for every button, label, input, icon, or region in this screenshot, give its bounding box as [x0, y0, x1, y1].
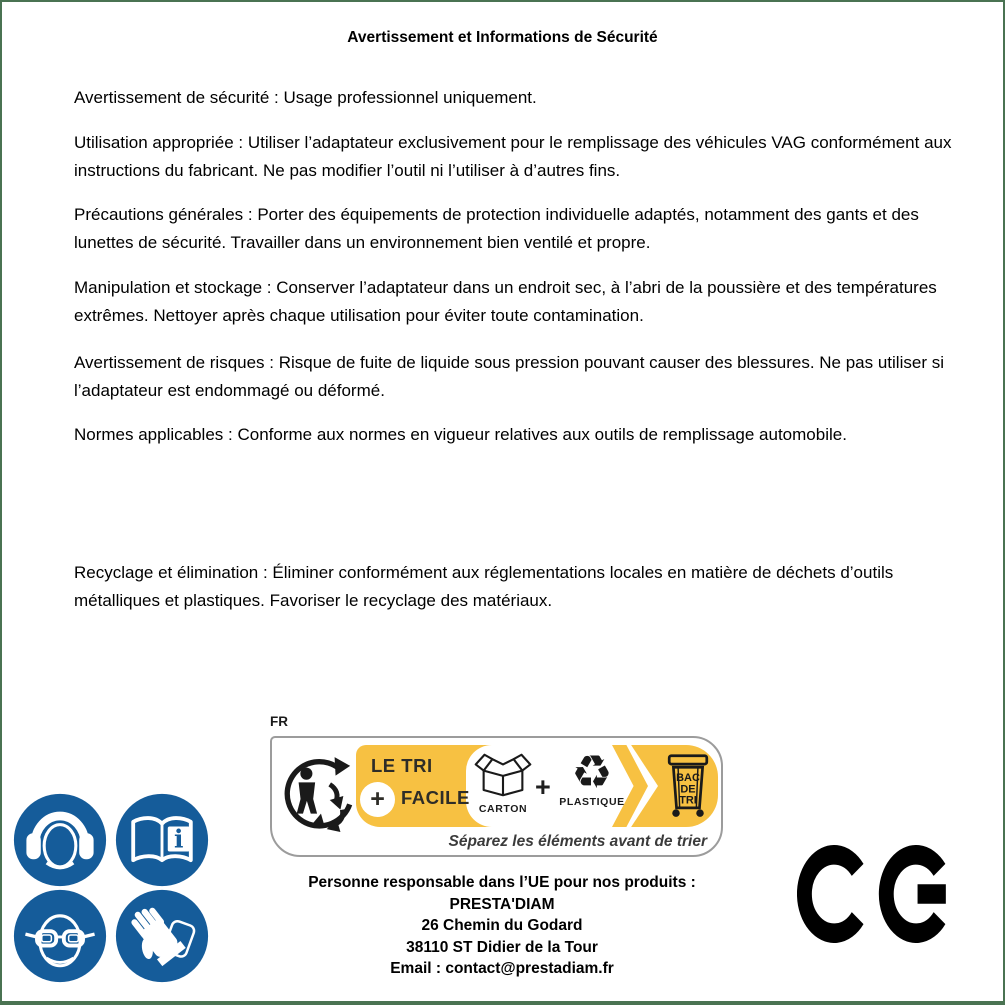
safety-paragraph-precautions: Précautions générales : Porter des équipements de protection individuelle adaptés, notamment des gants et des lunettes de sécurité. Travailler dans un environnement bien ventilé et propre.: [74, 205, 919, 252]
carton-box-icon: [474, 753, 532, 797]
facile-text: FACILE: [401, 787, 470, 808]
plastique-label: PLASTIQUE: [559, 796, 625, 808]
address-street: 26 Chemin du Godard: [421, 917, 583, 934]
safety-paragraph-normes: Normes applicables : Conforme aux normes en vigueur relatives aux outils de remplissage automobile.: [74, 425, 847, 444]
sorting-tagline: Séparez les éléments avant de trier: [448, 833, 707, 850]
mandatory-safety-icons: [12, 792, 210, 984]
safety-paragraph-risques: Avertissement de risques : Risque de fuite de liquide sous pression pouvant causer des blessures. Ne pas utiliser si l’adaptateur est endommagé ou déformé.: [74, 353, 944, 400]
plastique-recycling-icon: ♻: [571, 745, 613, 799]
safety-paragraph-stockage: Manipulation et stockage : Conserver l’adaptateur dans un endroit sec, à l’abri de la poussière et des températures extrêmes. Nettoyer après chaque utilisation pour éviter toute contamination.: [74, 278, 937, 325]
plus-separator: +: [535, 772, 551, 802]
carton-material: [472, 753, 534, 815]
responsible-intro: Personne responsable dans l’UE pour nos produits :: [308, 874, 696, 891]
company-name: PRESTA'DIAM: [449, 895, 555, 913]
wear-ear-protection-icon: [12, 792, 108, 888]
country-code-label: FR: [270, 714, 288, 729]
sorting-bin-icon: [664, 751, 712, 821]
info-tri-recycling-label: [270, 736, 723, 857]
address-city: 38110 ST Didier de la Tour: [406, 938, 598, 956]
svg-text:i: i: [174, 824, 184, 854]
wear-protective-gloves-icon: [114, 888, 210, 984]
ce-mark-icon: [797, 845, 957, 943]
triman-icon: [284, 748, 356, 848]
contact-email: Email : contact@prestadiam.fr: [390, 960, 614, 977]
safety-paragraph-utilisation: Utilisation appropriée : Utiliser l’adaptateur exclusivement pour le remplissage des véhicules VAG conformément aux instructions du fabricant. Ne pas modifier l’outil ni l’utiliser à d’autres fins.: [74, 133, 952, 180]
le-tri-text: LE TRI: [371, 755, 433, 776]
safety-paragraph-recyclage: Recyclage et élimination : Éliminer conformément aux réglementations locales en matière de déchets d’outils métalliques et plastiques. Favoriser le recyclage des matériaux.: [74, 563, 894, 610]
responsible-party-block: [252, 872, 752, 980]
page-title: Avertissement et Informations de Sécurité: [347, 29, 658, 46]
safety-paragraph-usage: Avertissement de sécurité : Usage professionnel uniquement.: [74, 88, 537, 107]
plastique-material: [558, 745, 626, 808]
bin-text-de: DE: [680, 783, 696, 796]
read-instruction-manual-icon: [114, 792, 210, 888]
carton-label: CARTON: [478, 803, 528, 815]
plus-badge-icon: +: [360, 782, 395, 817]
wear-eye-protection-icon: [12, 888, 108, 984]
bin-text-bac: BAC: [676, 771, 700, 784]
bin-text-tri: TRI: [679, 794, 697, 807]
